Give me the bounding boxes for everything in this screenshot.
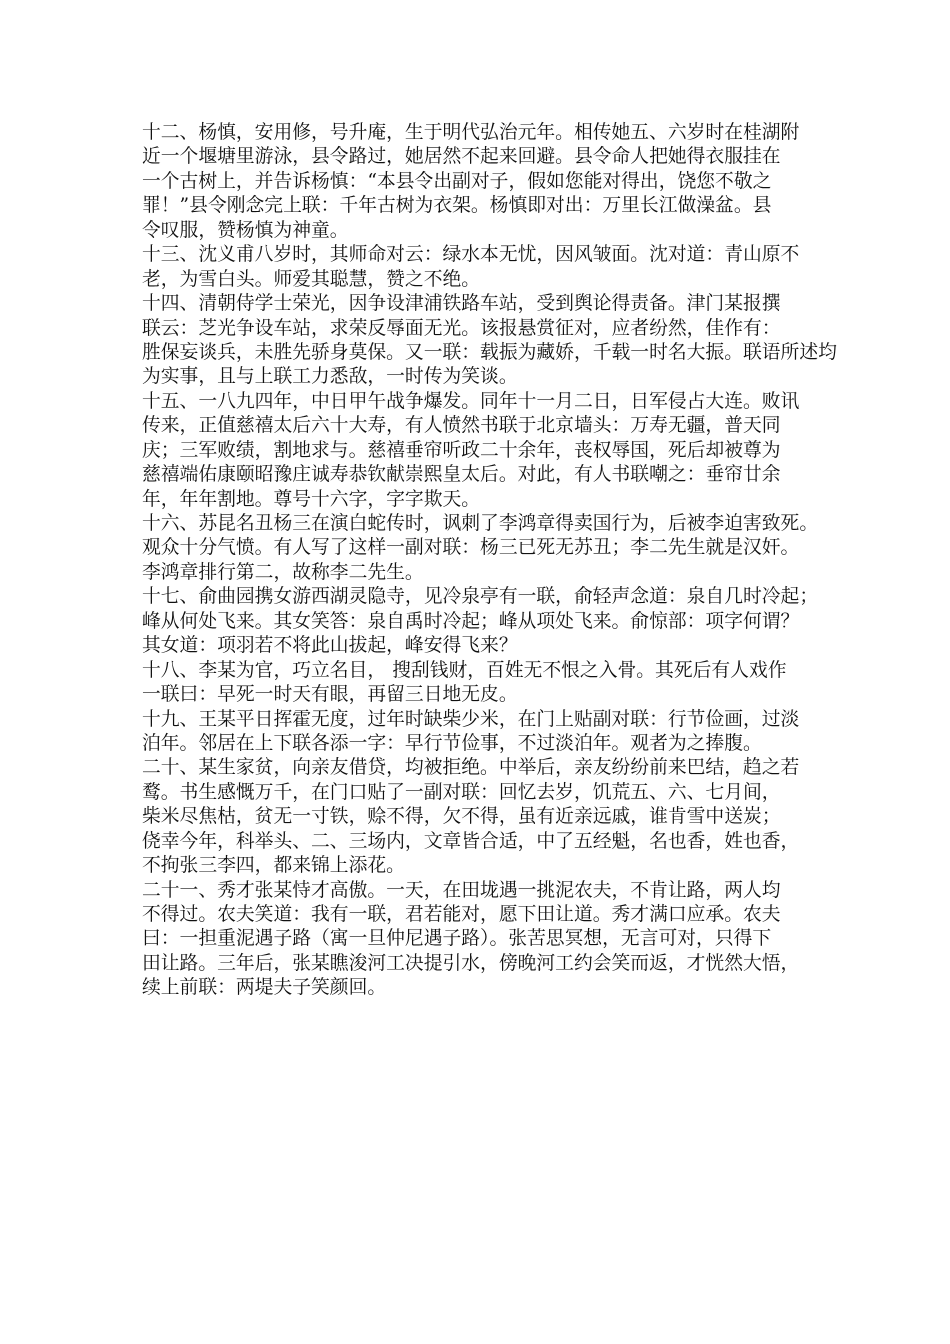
text-line-35: 田让路。三年后，张某瞧浚河工决提引水，傍晚河工约会笑而返，才恍然大悟， — [142, 952, 800, 974]
text-line-26: 泊年。邻居在上下联各添一字：早行节俭事，不过淡泊年。观者为之捧腹。 — [142, 732, 762, 754]
text-line-23: 十八、李某为官，巧立名目， 搜刮钱财，百姓无不恨之入骨。其死后有人戏作 — [142, 659, 787, 681]
text-line-33: 不得过。农夫笑道：我有一联，君若能对，愿下田让道。秀才满口应承。农夫 — [142, 904, 781, 925]
text-line-19: 李鸿章排行第二，故称李二先生。 — [142, 561, 424, 583]
text-line-27: 二十、某生家贫，向亲友借贷，均被拒绝。中举后，亲友纷纷前来巴结，趋之若 — [142, 757, 800, 779]
text-line-9: 联云：芝光争设车站，求荣反辱面无光。该报悬赏征对，应者纷然，佳作有： — [142, 317, 781, 339]
text-line-10: 胜保妄谈兵，未胜先骄身莫保。又一联：载振为藏娇，千载一时名大振。联语所述均 — [142, 341, 837, 363]
text-line-16: 年，年年割地。尊号十六字，字字欺天。 — [142, 488, 481, 510]
text-line-15: 慈禧端佑康颐昭豫庄诚寿恭钦献崇熙皇太后。对此，有人书联嘲之：垂帘廿余 — [142, 464, 781, 486]
text-line-18: 观众十分气愤。有人写了这样一副对联：杨三已死无苏丑；李二先生就是汉奸。 — [142, 537, 800, 559]
text-line-32: 二十一、秀才张某恃才高傲。一天，在田垅遇一挑泥农夫，不肯让路，两人均 — [142, 879, 781, 901]
text-line-21: 峰从何处飞来。其女笑答：泉自禹时冷起；峰从项处飞来。俞惊部：项字何谓？ — [142, 610, 800, 632]
text-line-31: 不拘张三李四，都来锦上添花。 — [142, 855, 405, 877]
body-text — [142, 121, 842, 1001]
text-line-8: 十四、清朝侍学士荣光，因争设津浦铁路车站，受到舆论得责备。津门某报撰 — [142, 293, 781, 315]
text-line-2: 近一个堰塘里游泳，县令路过，她居然不起来回避。县令命人把她得衣服挂在 — [142, 146, 781, 168]
text-line-20: 十七、俞曲园携女游西湖灵隐寺，见冷泉亭有一联，俞轻声念道：泉自几时冷起； — [142, 586, 819, 608]
text-line-30: 侥幸今年，科举头、二、三场内，文章皆合适，中了五经魁，名也香，姓也香， — [142, 830, 800, 852]
text-line-11: 为实事，且与上联工力悉敌，一时传为笑谈。 — [142, 366, 518, 388]
text-line-22: 其女道：项羽若不将此山拔起，峰安得飞来？ — [142, 635, 518, 657]
text-line-34: 曰：一担重泥遇子路（寓一旦仲尼遇子路）。张苦思冥想，无言可对，只得下 — [142, 928, 772, 950]
text-line-17: 十六、苏昆名丑杨三在演白蛇传时，讽刺了李鸿章得卖国行为，后被李迫害致死。 — [142, 513, 819, 534]
text-line-3: 一个古树上，并告诉杨慎：“本县令出副对子，假如您能对得出，饶您不敬之 — [142, 170, 772, 192]
text-line-1: 十二、杨慎，安用修，号升庵，生于明代弘治元年。相传她五、六岁时在桂湖附 — [142, 122, 800, 143]
text-line-6: 十三、沈义甫八岁时，其师命对云：绿水本无忧，因风皱面。沈对道：青山原不 — [142, 244, 800, 266]
text-line-13: 传来，正值慈禧太后六十大寿，有人愤然书联于北京墙头：万寿无疆，普天同 — [142, 415, 781, 437]
text-line-24: 一联曰：早死一时天有眼，再留三日地无皮。 — [142, 684, 518, 706]
text-line-29: 柴米尽焦枯，贫无一寸铁，赊不得，欠不得，虽有近亲远戚，谁肯雪中送炭； — [142, 806, 781, 828]
text-line-4: 罪！”县令刚念完上联：千年古树为衣架。杨慎即对出：万里长江做澡盆。县 — [142, 195, 772, 217]
text-line-14: 庆；三军败绩，割地求与。慈禧垂帘听政二十余年，丧权辱国，死后却被尊为 — [142, 439, 781, 461]
text-line-5: 令叹服，赞杨慎为神童。 — [142, 219, 349, 241]
text-line-7: 老，为雪白头。师爱其聪慧，赞之不绝。 — [142, 268, 481, 290]
text-line-28: 鹜。书生感慨万千，在门口贴了一副对联：回忆去岁，饥荒五、六、七月间， — [142, 781, 781, 803]
text-line-12: 十五、一八九四年，中日甲午战争爆发。同年十一月二日，日军侵占大连。败讯 — [142, 390, 800, 412]
text-line-25: 十九、王某平日挥霍无度，过年时缺柴少米，在门上贴副对联：行节俭画，过淡 — [142, 708, 800, 730]
text-line-36: 续上前联：两堤夫子笑颜回。 — [142, 977, 387, 999]
